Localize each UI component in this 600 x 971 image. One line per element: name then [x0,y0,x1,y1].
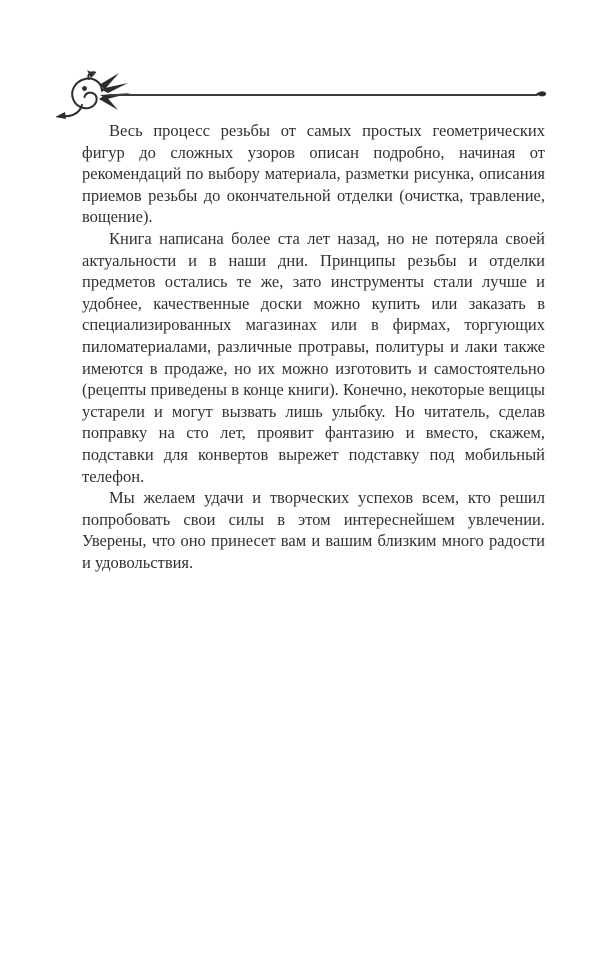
body-paragraph: Мы желаем удачи и творческих успехов всем, кто решил попробовать свои силы в этом интереснейшем увлечении. Уверены, что оно принесет вам и вашим близким много радости и удовольствия. [82,488,545,572]
teardrop-end-icon [536,89,547,99]
body-paragraph: Книга написана более ста лет назад, но не потеряла своей актуальности и в наши дни. Принципы резьбы и отделки предметов остались те же, зато инструменты стали лучше и удобнее, качественные доски можно купить или заказать в специализированных магазинах или в фирмах, торгующих пиломатериалами, различные протравы, политуры и лаки также имеются в продаже, но их можно изготовить и самостоятельно (рецепты приведены в конце книги). Конечно, некоторые вещицы устарели и могут вызвать лишь улыбку. Но читатель, сделав поправку на сто лет, проявит фантазию и вместо, скажем, подставки для конвертов вырежет подставку под мобильный телефон. [82,228,545,486]
flourish-ornament-icon [56,70,138,124]
page-text-block [82,120,545,573]
body-paragraph: Весь процесс резьбы от самых простых геометрических фигур до сложных узоров описан подробно, начиная от рекомендаций по выбору материала, разметки рисунка, описания приемов резьбы до окончательной отделки (очистка, травление, вощение). [82,121,545,227]
header-rule [108,94,538,96]
